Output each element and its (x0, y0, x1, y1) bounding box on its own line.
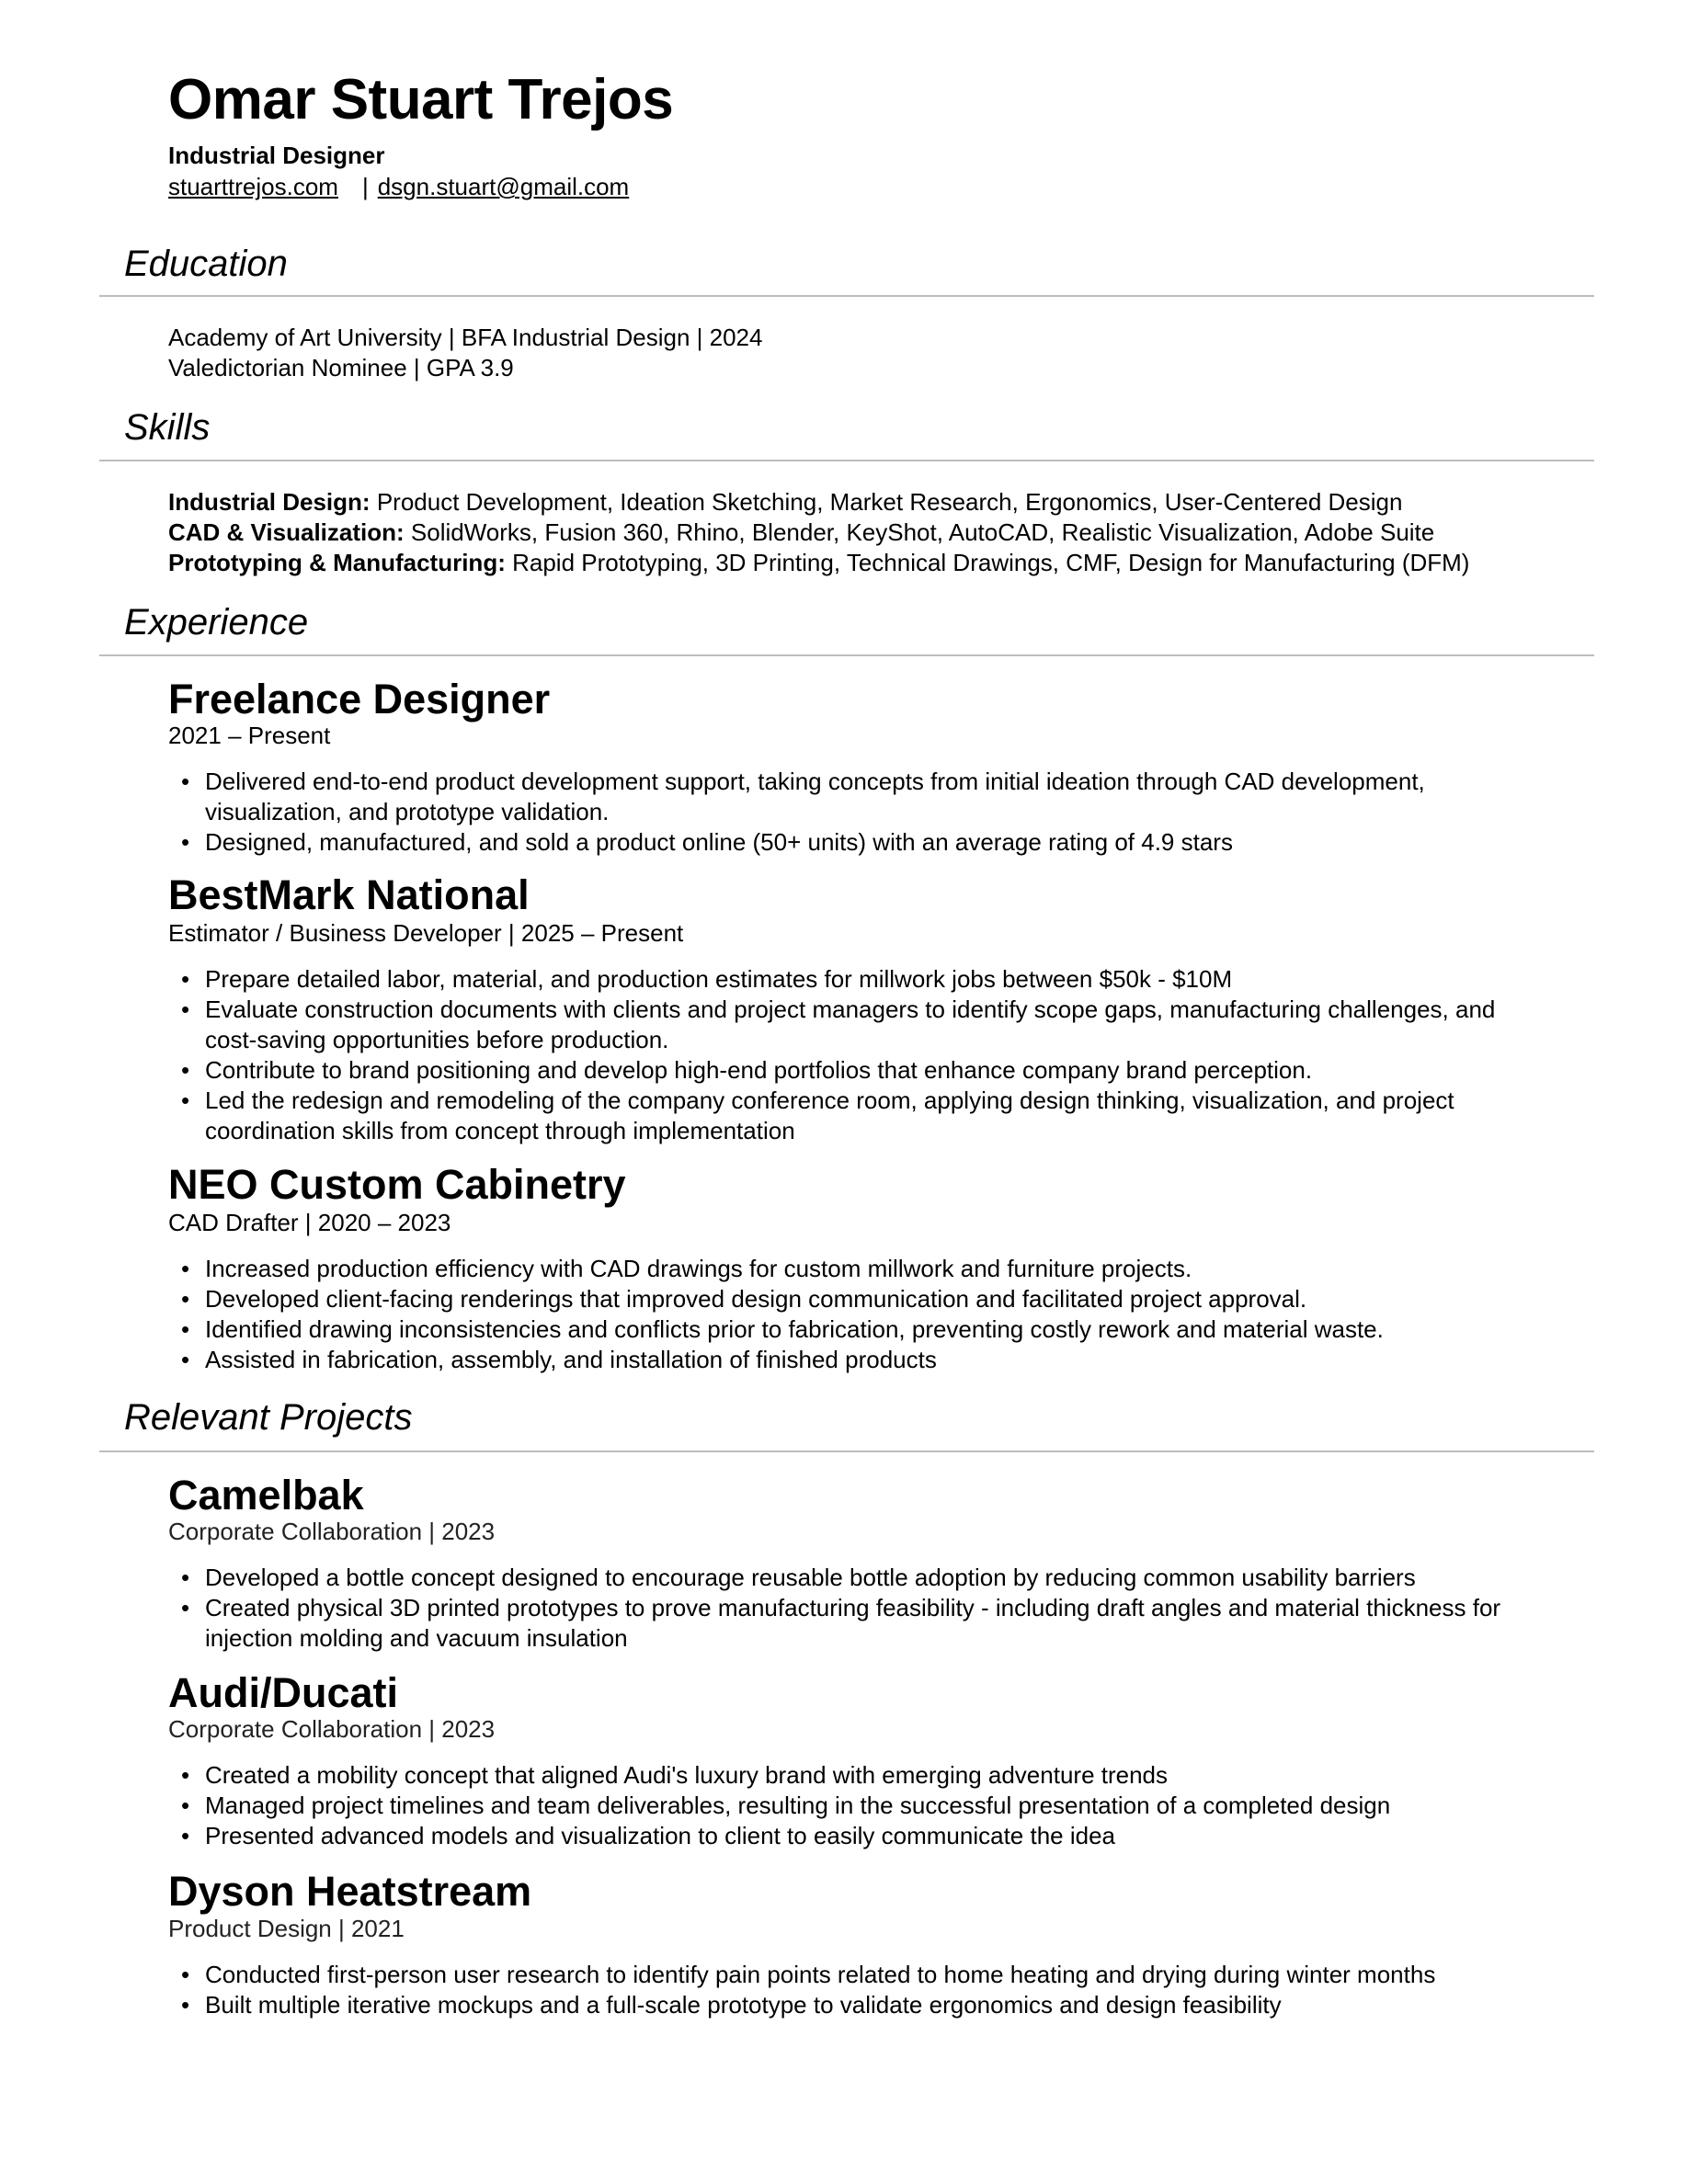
bullet-dot: • (181, 1086, 190, 1114)
experience-title: BestMark National (168, 871, 530, 918)
experience-bullet (181, 767, 1533, 827)
skill-value: SolidWorks, Fusion 360, Rhino, Blender, KeyShot, AutoCAD, Realistic Visualization, Adobe Suite (410, 518, 1435, 546)
bullet-text: Identified drawing inconsistencies and conflicts prior to fabrication, preventing costly rework and material waste. (205, 1315, 1384, 1343)
bullet-dot: • (181, 768, 190, 795)
bullet-dot: • (181, 1315, 190, 1343)
section-divider (99, 654, 1594, 656)
project-title: Audi/Ducati (168, 1669, 399, 1716)
project-bullet (181, 1960, 1533, 1990)
bullet-dot: • (181, 995, 190, 1023)
resume-name: Omar Stuart Trejos (168, 68, 674, 131)
bullet-dot: • (181, 965, 190, 993)
section-title-experience: Experience (124, 602, 309, 643)
experience-bullet (181, 995, 1533, 1055)
bullet-dot: • (181, 1346, 190, 1373)
bullet-text: Increased production efficiency with CAD drawings for custom millwork and furniture projects. (205, 1255, 1192, 1282)
project-bullet (181, 1791, 1533, 1821)
experience-bullet (181, 1086, 1533, 1146)
section-title-education: Education (124, 244, 288, 284)
section-title-projects: Relevant Projects (124, 1397, 413, 1438)
bullet-dot: • (181, 1792, 190, 1819)
project-bullet (181, 1563, 1533, 1593)
bullet-dot: • (181, 1594, 190, 1621)
bullet-dot: • (181, 1255, 190, 1282)
bullet-text: Prepare detailed labor, material, and production estimates for millwork jobs between $50k - $10M (205, 965, 1233, 993)
project-bullet (181, 1990, 1533, 2020)
project-subtitle: Corporate Collaboration | 2023 (168, 1518, 496, 1545)
bullet-text: Delivered end-to-end product development support, taking concepts from initial ideation through CAD development, visualization, and prototype validation. (205, 768, 1425, 825)
education-line: Valedictorian Nominee | GPA 3.9 (168, 354, 514, 381)
experience-bullet (181, 964, 1533, 995)
skill-line (168, 520, 1434, 544)
project-title: Dyson Heatstream (168, 1868, 532, 1915)
bullet-dot: • (181, 1761, 190, 1789)
skill-label: Prototyping & Manufacturing: (168, 549, 506, 576)
experience-subtitle: 2021 – Present (168, 722, 331, 749)
bullet-dot: • (181, 828, 190, 856)
skill-label: Industrial Design: (168, 488, 371, 516)
project-subtitle: Product Design | 2021 (168, 1915, 405, 1942)
project-subtitle: Corporate Collaboration | 2023 (168, 1715, 496, 1743)
resume-job-title: Industrial Designer (168, 142, 385, 169)
bullet-text: Created physical 3D printed prototypes to prove manufacturing feasibility - including draft angles and material thickness for injection molding and vacuum insulation (205, 1594, 1501, 1652)
skill-line (168, 551, 1469, 574)
experience-bullet (181, 1055, 1533, 1086)
bullet-dot: • (181, 1564, 190, 1591)
experience-bullet (181, 1284, 1533, 1314)
experience-subtitle: Estimator / Business Developer | 2025 – Present (168, 919, 684, 947)
bullet-text: Designed, manufactured, and sold a product online (50+ units) with an average rating of 4.9 stars (205, 828, 1233, 856)
bullet-text: Managed project timelines and team deliverables, resulting in the successful presentation of a completed design (205, 1792, 1391, 1819)
bullet-text: Built multiple iterative mockups and a full-scale prototype to validate ergonomics and design feasibility (205, 1991, 1282, 2019)
section-divider (99, 295, 1594, 297)
website-link[interactable]: stuarttrejos.com (168, 173, 338, 200)
experience-subtitle: CAD Drafter | 2020 – 2023 (168, 1209, 451, 1236)
email-link[interactable]: dsgn.stuart@gmail.com (377, 173, 630, 200)
section-divider (99, 1450, 1594, 1452)
bullet-text: Contribute to brand positioning and develop high-end portfolios that enhance company brand perception. (205, 1056, 1313, 1084)
bullet-text: Developed client-facing renderings that improved design communication and facilitated project approval. (205, 1285, 1307, 1313)
bullet-dot: • (181, 1991, 190, 2019)
experience-bullet (181, 827, 1533, 858)
bullet-text: Evaluate construction documents with clients and project managers to identify scope gaps, manufacturing challenges, and cost-saving opportunities before production. (205, 995, 1496, 1053)
skill-line (168, 490, 1402, 514)
education-line: Academy of Art University | BFA Industrial Design | 2024 (168, 324, 763, 351)
experience-bullet (181, 1345, 1533, 1375)
bullet-text: Created a mobility concept that aligned Audi's luxury brand with emerging adventure trends (205, 1761, 1169, 1789)
skill-label: CAD & Visualization: (168, 518, 405, 546)
project-title: Camelbak (168, 1472, 364, 1519)
project-bullet (181, 1593, 1533, 1654)
bullet-dot: • (181, 1961, 190, 1988)
project-bullet (181, 1760, 1533, 1791)
bullet-text: Conducted first-person user research to identify pain points related to home heating and drying during winter months (205, 1961, 1436, 1988)
experience-title: Freelance Designer (168, 676, 551, 722)
project-bullet (181, 1821, 1533, 1851)
experience-bullet (181, 1254, 1533, 1284)
bullet-text: Led the redesign and remodeling of the company conference room, applying design thinking, visualization, and project coordination skills from concept through implementation (205, 1086, 1454, 1144)
experience-title: NEO Custom Cabinetry (168, 1161, 626, 1208)
bullet-dot: • (181, 1285, 190, 1313)
contact-separator: | (361, 173, 369, 200)
bullet-dot: • (181, 1822, 190, 1849)
section-title-skills: Skills (124, 407, 211, 448)
bullet-text: Developed a bottle concept designed to encourage reusable bottle adoption by reducing common usability barriers (205, 1564, 1416, 1591)
section-divider (99, 460, 1594, 461)
skill-value: Product Development, Ideation Sketching, Market Research, Ergonomics, User-Centered Design (376, 488, 1403, 516)
experience-bullet (181, 1314, 1533, 1345)
bullet-dot: • (181, 1056, 190, 1084)
bullet-text: Assisted in fabrication, assembly, and installation of finished products (205, 1346, 937, 1373)
contact-line (168, 175, 629, 199)
bullet-text: Presented advanced models and visualization to client to easily communicate the idea (205, 1822, 1116, 1849)
skill-value: Rapid Prototyping, 3D Printing, Technical Drawings, CMF, Design for Manufacturing (DFM) (512, 549, 1470, 576)
